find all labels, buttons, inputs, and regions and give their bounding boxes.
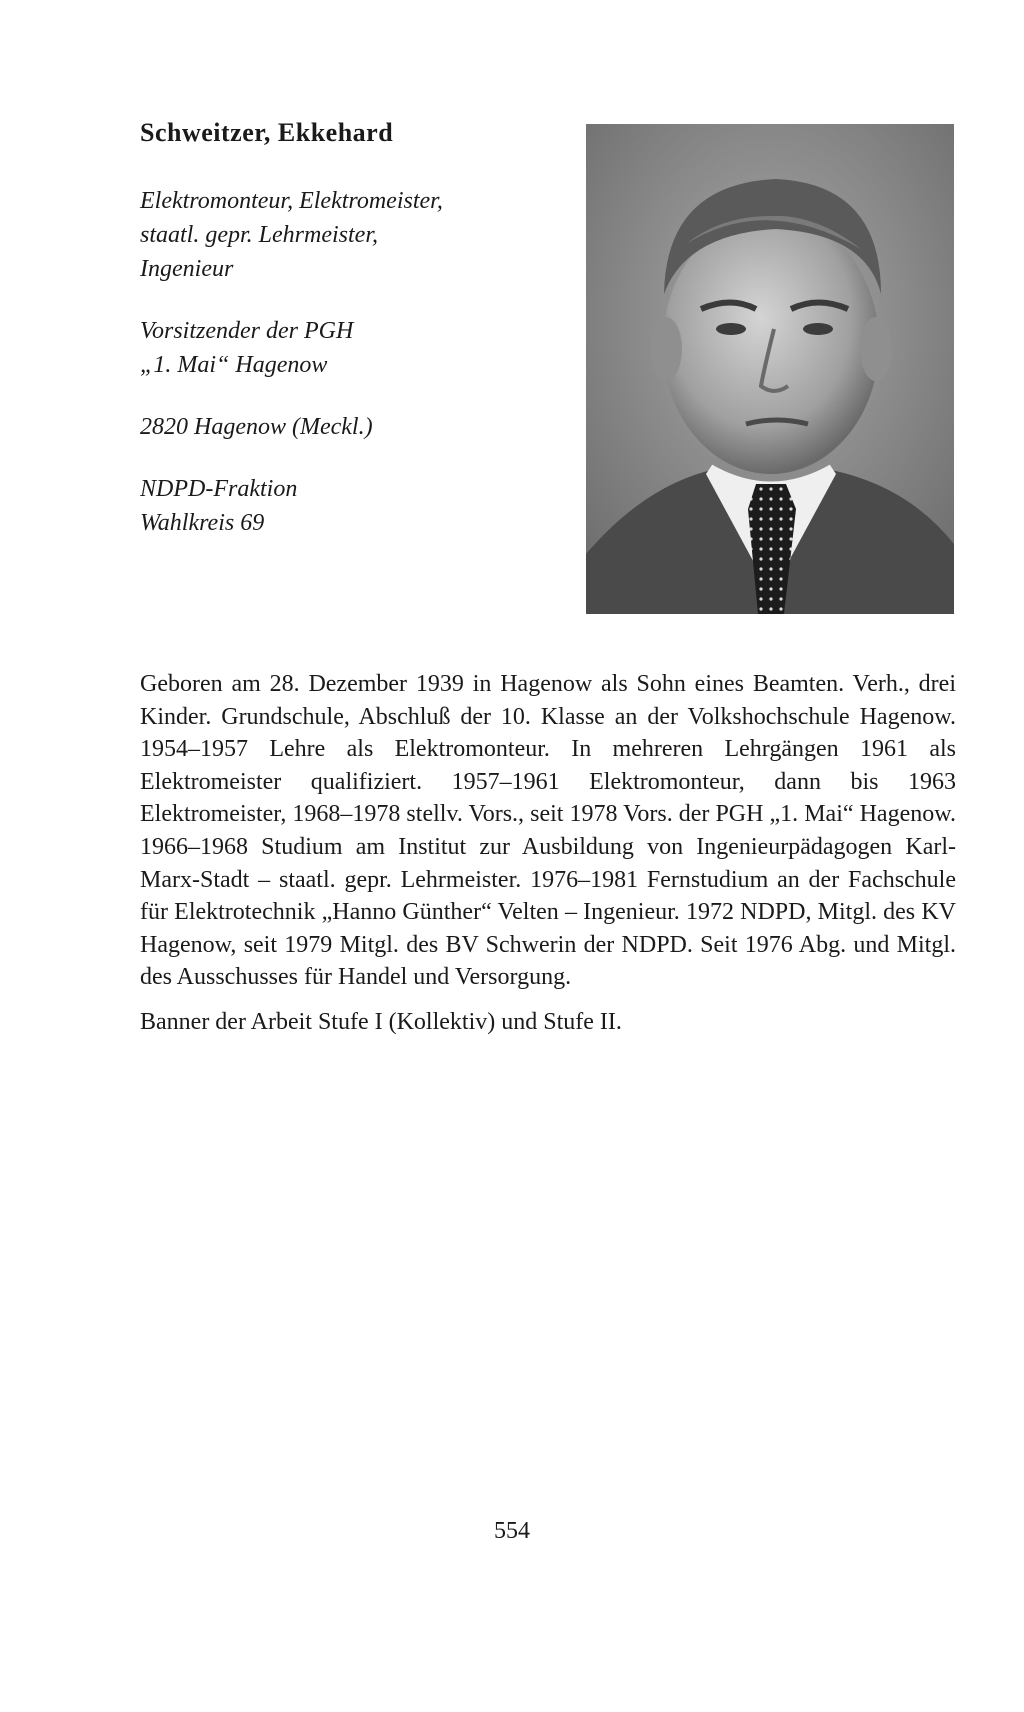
biography-text: Geboren am 28. Dezember 1939 in Hagenow als Sohn eines Beamten. Verh., drei Kinder. Grundschule, Abschluß der 10. Klasse an der Volkshochschule Hagenow. 1954–1957 Lehre als Elektromonteur. In mehreren Lehrgängen 1961 als Elektromeister qualifiziert. 1957–1961 Elektromonteur, dann bis 1963 Elektromeister, 1968–1978 stellv. Vors., seit 1978 Vors. der PGH „1. Mai“ Hagenow. 1966–1968 Studium am Institut zur Ausbildung von Ingenieurpädagogen Karl-Marx-Stadt – staatl. gepr. Lehrmeister. 1976–1981 Fernstudium an der Fachschule für Elektrotechnik „Hanno Günther“ Velten – Ingenieur. 1972 NDPD, Mitgl. des KV Hagenow, seit 1979 Mitgl. des BV Schwerin der NDPD. Seit 1976 Abg. und Mitgl. des Ausschusses für Handel und Versorgung. xyxy=(140,671,956,991)
constituency-line: Wahlkreis 69 xyxy=(140,510,265,536)
profession-line: Ingenieur xyxy=(140,256,234,282)
portrait-photo xyxy=(586,124,954,614)
profession-block xyxy=(140,184,560,286)
address-line: 2820 Hagenow (Meckl.) xyxy=(140,414,373,440)
profession-line: Elektromonteur, Elektromeister, xyxy=(140,188,443,214)
position-line: Vorsitzender der PGH xyxy=(140,318,354,344)
faction-block xyxy=(140,472,560,540)
address-block xyxy=(140,410,560,444)
entry-details xyxy=(140,184,560,568)
position-line: „1. Mai“ Hagenow xyxy=(140,352,328,378)
position-block xyxy=(140,314,560,382)
page-number: 554 xyxy=(494,1518,530,1544)
awards: Banner der Arbeit Stufe I (Kollektiv) und Stufe II. xyxy=(140,1009,622,1035)
entry-name: Schweitzer, Ekkehard xyxy=(140,118,394,147)
biography xyxy=(140,668,956,994)
faction-line: NDPD-Fraktion xyxy=(140,476,298,502)
profession-line: staatl. gepr. Lehrmeister, xyxy=(140,222,379,248)
portrait-illustration xyxy=(586,124,954,614)
